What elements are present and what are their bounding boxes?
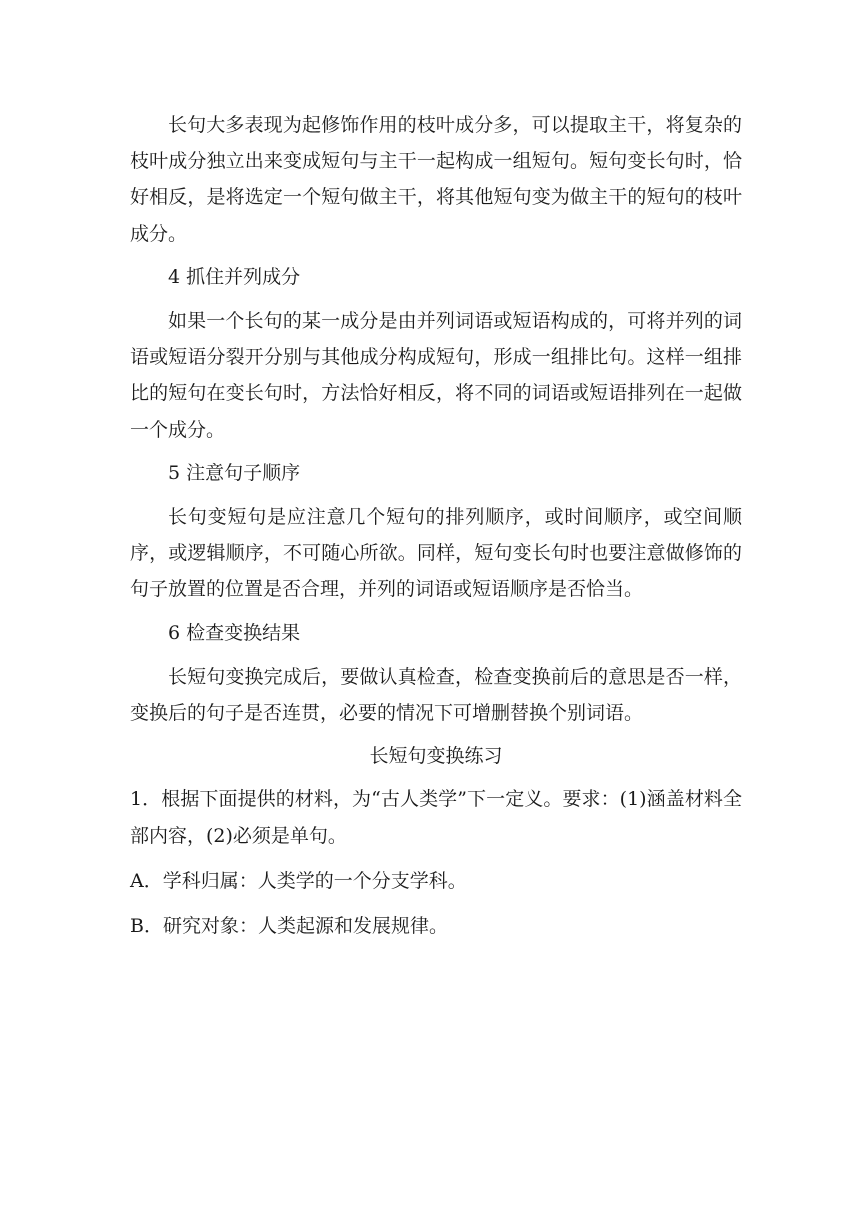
option-a: A．学科归属：人类学的一个分支学科。 — [130, 869, 467, 892]
paragraph-sentence-order: 长句变短句是应注意几个短句的排列顺序，或时间顺序，或空间顺序，或逻辑顺序，不可随心所欲。同样，短句变长句时也要注意做修饰的句子放置的位置是否合理，并列的词语或短语顺序是否恰当。 — [130, 506, 742, 601]
paragraph-long-to-short: 长句大多表现为起修饰作用的枝叶成分多，可以提取主干，将复杂的枝叶成分独立出来变成短句与主干一起构成一组短句。短句变长句时，恰好相反，是将选定一个短句做主干，将其他短句变为做主干的短句的枝叶成分。 — [130, 114, 742, 245]
paragraph-check-results: 长短句变换完成后，要做认真检查，检查变换前后的意思是否一样，变换后的句子是否连贯，必要的情况下可增删替换个别词语。 — [130, 665, 742, 725]
heading-sentence-order: 5 注意句子顺序 — [168, 462, 301, 485]
document-body — [130, 107, 742, 944]
heading-check-results: 6 检查变换结果 — [168, 622, 301, 645]
question-1: 1．根据下面提供的材料，为“古人类学”下一定义。要求：(1)涵盖材料全部内容，(2)必须是单句。 — [130, 788, 742, 847]
heading-parallel-components: 4 抓住并列成分 — [168, 266, 301, 289]
paragraph-parallel-components: 如果一个长句的某一成分是由并列词语或短语构成的，可将并列的词语或短语分裂开分别与其他成分构成短句，形成一组排比句。这样一组排比的短句在变长句时，方法恰好相反，将不同的词语或短语排列在一起做一个成分。 — [130, 310, 742, 441]
exercise-title: 长短句变换练习 — [369, 745, 503, 768]
option-b: B．研究对象：人类起源和发展规律。 — [130, 915, 448, 938]
